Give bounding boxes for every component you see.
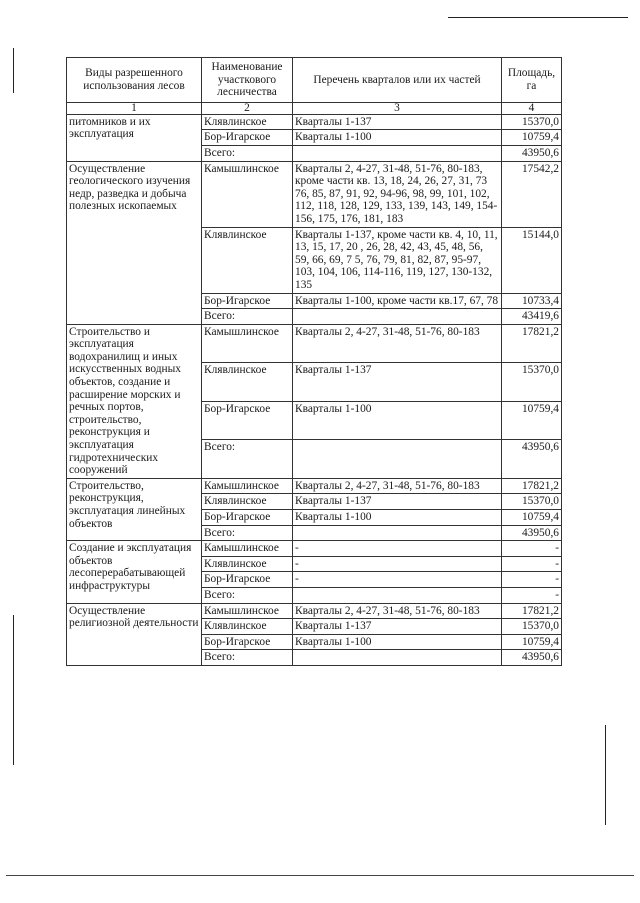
area-cell (502, 587, 562, 603)
quarters-cell: Кварталы 1-100 (293, 510, 502, 526)
area-cell (502, 556, 562, 572)
forestry-cell: Клявлинское (202, 619, 293, 635)
forestry-cell: Всего: (202, 525, 293, 541)
area-value: 10759,4 (521, 402, 559, 415)
quarters-cell: Кварталы 2, 4-27, 31-48, 51-76, 80-183 (293, 478, 502, 494)
area-value: 43950,6 (521, 526, 559, 539)
area-cell (502, 478, 562, 494)
header-quarters: Перечень кварталов или их частей (293, 58, 502, 103)
quarters-cell: - (293, 541, 502, 557)
area-value: 43950,6 (521, 146, 559, 159)
forestry-cell: Всего: (202, 650, 293, 666)
use-type-cell: Осуществление религиозной деятельности (67, 603, 202, 665)
area-value: 43419,6 (521, 310, 559, 323)
area-cell (502, 541, 562, 557)
area-value: 15144,0 (521, 228, 559, 241)
forestry-cell: Бор-Игарское (202, 401, 293, 440)
use-type-cell: Осуществление геологического изучения недр, разведка и добыча полезных ископаемых (67, 161, 202, 324)
area-value: 17821,2 (521, 479, 559, 492)
area-cell (502, 525, 562, 541)
forestry-cell: Камышлинское (202, 603, 293, 619)
forestry-cell: Клявлинское (202, 494, 293, 510)
area-cell (502, 494, 562, 510)
forestry-cell: Камышлинское (202, 324, 293, 363)
table-row (67, 478, 562, 494)
forestry-cell: Всего: (202, 145, 293, 161)
quarters-cell: Кварталы 1-100, кроме части кв.17, 67, 78 (293, 293, 502, 309)
use-type-cell: Строительство, реконструкция, эксплуатация линейных объектов (67, 478, 202, 540)
quarters-cell (293, 309, 502, 325)
table-row (67, 114, 562, 130)
area-cell (502, 161, 562, 227)
area-value: 15370,0 (521, 115, 559, 128)
quarters-cell: - (293, 556, 502, 572)
scan-mark-right (605, 725, 606, 825)
quarters-cell: Кварталы 1-137 (293, 363, 502, 402)
table-row (67, 324, 562, 363)
quarters-cell: Кварталы 2, 4-27, 31-48, 51-76, 80-183, кроме части кв. 13, 18, 24, 26, 27, 31, 73 76, 85, 87, 91, 92, 94-96, 98, 99, 101, 102, 112, 118, 128, 129, 133, 139, 143, 149, 154-156, 175, 176, 181, 183 (293, 161, 502, 227)
forestry-cell: Бор-Игарское (202, 634, 293, 650)
header-use: Виды разрешенного использования лесов (67, 58, 202, 103)
forest-use-table (66, 57, 562, 666)
quarters-cell: Кварталы 2, 4-27, 31-48, 51-76, 80-183 (293, 603, 502, 619)
column-number: 1 (67, 102, 202, 114)
forestry-cell: Всего: (202, 309, 293, 325)
forestry-cell: Клявлинское (202, 556, 293, 572)
area-cell (502, 572, 562, 588)
header-area: Площадь, га (502, 58, 562, 103)
area-cell (502, 619, 562, 635)
column-number: 3 (293, 102, 502, 114)
quarters-cell: Кварталы 1-100 (293, 634, 502, 650)
scan-mark-left-top (13, 48, 14, 93)
area-value: - (555, 573, 559, 586)
header-forestry: Наименование участкового лесничества (202, 58, 293, 103)
quarters-cell (293, 440, 502, 479)
table-row (67, 541, 562, 557)
use-type-cell: Строительство и эксплуатация водохранилищ и иных искусственных водных объектов, создание и расширение морских и речных портов, строительство, реконструкция и эксплуатация гидротехнических сооружений (67, 324, 202, 478)
area-value: - (555, 588, 559, 601)
quarters-cell (293, 145, 502, 161)
area-cell (502, 510, 562, 526)
area-value: 17821,2 (521, 325, 559, 338)
quarters-cell: Кварталы 1-100 (293, 130, 502, 146)
area-value: - (555, 542, 559, 555)
column-number-row (67, 102, 562, 114)
area-value: 17542,2 (521, 162, 559, 175)
quarters-cell: Кварталы 1-100 (293, 401, 502, 440)
area-value: 10759,4 (521, 511, 559, 523)
area-cell (502, 440, 562, 479)
scan-mark-top (448, 17, 628, 18)
area-value: 10759,4 (521, 635, 559, 648)
quarters-cell (293, 650, 502, 666)
area-value: 43950,6 (521, 441, 559, 454)
scan-mark-left-bottom (13, 615, 14, 765)
forestry-cell: Камышлинское (202, 161, 293, 227)
scan-mark-bottom (6, 875, 634, 876)
table-header-row (67, 58, 562, 103)
forestry-cell: Бор-Игарское (202, 293, 293, 309)
forestry-cell: Бор-Игарское (202, 510, 293, 526)
quarters-cell: Кварталы 1-137 (293, 494, 502, 510)
area-cell (502, 363, 562, 402)
quarters-cell: Кварталы 1-137 (293, 619, 502, 635)
quarters-cell: - (293, 572, 502, 588)
use-type-cell: Создание и эксплуатация объектов лесоперерабатывающей инфраструктуры (67, 541, 202, 603)
area-cell (502, 650, 562, 666)
area-value: 43950,6 (521, 651, 559, 664)
forestry-cell: Бор-Игарское (202, 130, 293, 146)
quarters-cell: Кварталы 2, 4-27, 31-48, 51-76, 80-183 (293, 324, 502, 363)
quarters-cell (293, 587, 502, 603)
table-row (67, 161, 562, 227)
table-row (67, 603, 562, 619)
area-cell (502, 324, 562, 363)
forestry-cell: Всего: (202, 440, 293, 479)
quarters-cell: Кварталы 1-137, кроме части кв. 4, 10, 11, 13, 15, 17, 20 , 26, 28, 42, 43, 45, 48, 56, 59, 66, 69, 7 5, 76, 79, 81, 82, 87, 95-97, 103, 104, 106, 114-116, 119, 127, 130-132, 135 (293, 227, 502, 293)
area-value: 10759,4 (521, 131, 559, 144)
forestry-cell: Клявлинское (202, 363, 293, 402)
area-cell (502, 227, 562, 293)
area-value: 10733,4 (521, 294, 559, 307)
area-cell (502, 293, 562, 309)
forestry-cell: Бор-Игарское (202, 572, 293, 588)
area-value: 17821,2 (521, 604, 559, 617)
area-cell (502, 634, 562, 650)
quarters-cell: Кварталы 1-137 (293, 114, 502, 130)
area-cell (502, 309, 562, 325)
forestry-cell: Клявлинское (202, 227, 293, 293)
forestry-cell: Камышлинское (202, 541, 293, 557)
area-cell (502, 130, 562, 146)
area-value: 15370,0 (521, 495, 559, 508)
area-cell (502, 401, 562, 440)
area-cell (502, 114, 562, 130)
area-cell (502, 145, 562, 161)
column-number: 2 (202, 102, 293, 114)
forestry-cell: Всего: (202, 587, 293, 603)
quarters-cell (293, 525, 502, 541)
area-cell (502, 603, 562, 619)
forestry-cell: Клявлинское (202, 114, 293, 130)
area-value: 15370,0 (521, 364, 559, 377)
area-value: - (555, 557, 559, 570)
forestry-cell: Камышлинское (202, 478, 293, 494)
area-value: 15370,0 (521, 620, 559, 633)
table-body (67, 114, 562, 665)
use-type-cell: питомников и их эксплуатация (67, 114, 202, 161)
column-number: 4 (502, 102, 562, 114)
